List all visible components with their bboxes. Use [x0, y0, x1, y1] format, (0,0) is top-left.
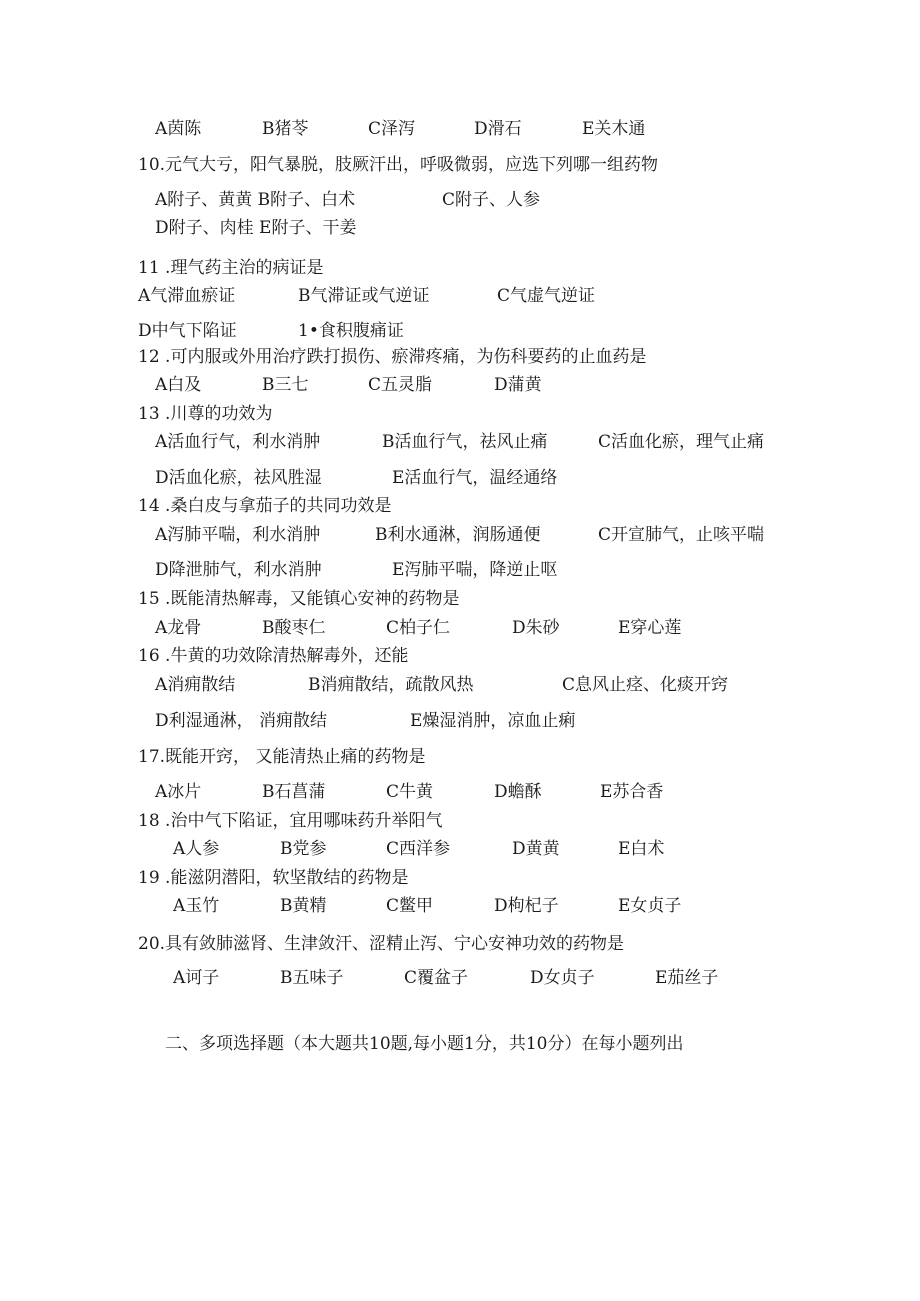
- option-c[interactable]: C气虚气逆证: [497, 286, 596, 306]
- option-ab[interactable]: A附子、黄黄 B附子、白术: [155, 190, 356, 210]
- option-a[interactable]: A玉竹: [173, 896, 220, 916]
- option-a[interactable]: A白及: [155, 375, 202, 395]
- option-a[interactable]: A气滞血瘀证: [138, 286, 236, 306]
- option-c[interactable]: C覆盆子: [404, 968, 469, 988]
- option-c[interactable]: C开宣肺气，止咳平喘: [598, 525, 765, 545]
- option-c[interactable]: C附子、人参: [442, 190, 541, 210]
- option-d[interactable]: D女贞子: [530, 968, 595, 988]
- option-b[interactable]: B黄精: [280, 896, 327, 916]
- option-e[interactable]: E泻肺平喘，降逆止呕: [392, 560, 558, 580]
- option-e[interactable]: E苏合香: [600, 782, 664, 802]
- option-a[interactable]: A人参: [173, 839, 220, 859]
- option-b[interactable]: B消痈散结，疏散风热: [308, 675, 474, 695]
- option-e[interactable]: E关木通: [582, 119, 646, 139]
- option-a[interactable]: A茵陈: [155, 119, 202, 139]
- option-b[interactable]: B利水通淋，润肠通便: [375, 525, 541, 545]
- option-b[interactable]: B党参: [280, 839, 327, 859]
- option-b[interactable]: B猪苓: [262, 119, 309, 139]
- option-e[interactable]: E燥湿消肿，凉血止痢: [410, 711, 576, 731]
- option-d[interactable]: D滑石: [474, 119, 522, 139]
- question-text: 14 .桑白皮与拿茄子的共同功效是: [138, 496, 392, 516]
- option-b[interactable]: B三七: [262, 375, 309, 395]
- option-a[interactable]: A活血行气，利水消肿: [155, 432, 321, 452]
- option-d[interactable]: D蟾酥: [494, 782, 542, 802]
- option-e[interactable]: E穿心莲: [618, 618, 682, 638]
- option-e[interactable]: E女贞子: [618, 896, 682, 916]
- option-e[interactable]: E活血行气，温经通络: [392, 468, 558, 488]
- option-b[interactable]: B酸枣仁: [262, 618, 326, 638]
- option-de[interactable]: D附子、肉桂 E附子、干姜: [155, 218, 357, 238]
- question-text: 20.具有敛肺滋肾、生津敛汗、涩精止泻、宁心安神功效的药物是: [138, 934, 625, 954]
- option-c[interactable]: C息风止痉、化痰开窍: [562, 675, 729, 695]
- question-text: 17.既能开窍， 又能清热止痛的药物是: [138, 747, 426, 767]
- option-c[interactable]: C鳖甲: [386, 896, 434, 916]
- option-d[interactable]: D枸杞子: [494, 896, 559, 916]
- option-b[interactable]: B活血行气，祛风止痛: [382, 432, 548, 452]
- question-text: 15 .既能清热解毒，又能镇心安神的药物是: [138, 589, 460, 609]
- option-b[interactable]: B五味子: [280, 968, 344, 988]
- option-c[interactable]: C柏子仁: [386, 618, 451, 638]
- option-a[interactable]: A消痈散结: [155, 675, 236, 695]
- option-c[interactable]: C牛黄: [386, 782, 434, 802]
- option-c[interactable]: C泽泻: [368, 119, 416, 139]
- question-text: 11 .理气药主治的病证是: [138, 258, 324, 278]
- option-c[interactable]: C西洋参: [386, 839, 451, 859]
- option-c[interactable]: C活血化瘀，理气止痛: [598, 432, 765, 452]
- question-text: 18 .治中气下陷证，宜用哪味药升举阳气: [138, 811, 443, 831]
- option-c[interactable]: C五灵脂: [368, 375, 433, 395]
- question-text: 12 .可内服或外用治疗跌打损伤、瘀滞疼痛，为伤科要药的止血药是: [138, 347, 647, 367]
- option-a[interactable]: A龙骨: [155, 618, 202, 638]
- question-text: 13 .川尊的功效为: [138, 404, 273, 424]
- option-e[interactable]: E白术: [618, 839, 665, 859]
- option-d[interactable]: D蒲黄: [494, 375, 542, 395]
- option-a[interactable]: A冰片: [155, 782, 202, 802]
- option-d[interactable]: D降泄肺气，利水消肿: [155, 560, 322, 580]
- option-a[interactable]: A诃子: [173, 968, 220, 988]
- section-2-heading: 二、多项选择题（本大题共10题,每小题1分，共10分）在每小题列出: [165, 1034, 684, 1054]
- option-d[interactable]: D活血化瘀，祛风胜湿: [155, 468, 322, 488]
- option-b[interactable]: B石菖蒲: [262, 782, 326, 802]
- option-e[interactable]: E茄丝子: [655, 968, 719, 988]
- option-d[interactable]: D黄黄: [512, 839, 560, 859]
- option-d[interactable]: D利湿通淋， 消痈散结: [155, 711, 328, 731]
- option-e[interactable]: 1•食积腹痛证: [298, 321, 404, 341]
- question-text: 16 .牛黄的功效除清热解毒外，还能: [138, 646, 409, 666]
- option-d[interactable]: D中气下陷证: [138, 321, 237, 341]
- option-a[interactable]: A泻肺平喘，利水消肿: [155, 525, 321, 545]
- question-text: 19 .能滋阴潜阳，软坚散结的药物是: [138, 868, 409, 888]
- option-d[interactable]: D朱砂: [512, 618, 560, 638]
- question-text: 10.元气大亏，阳气暴脱，肢厥汗出，呼吸微弱，应选下列哪一组药物: [138, 155, 659, 175]
- option-b[interactable]: B气滞证或气逆证: [298, 286, 430, 306]
